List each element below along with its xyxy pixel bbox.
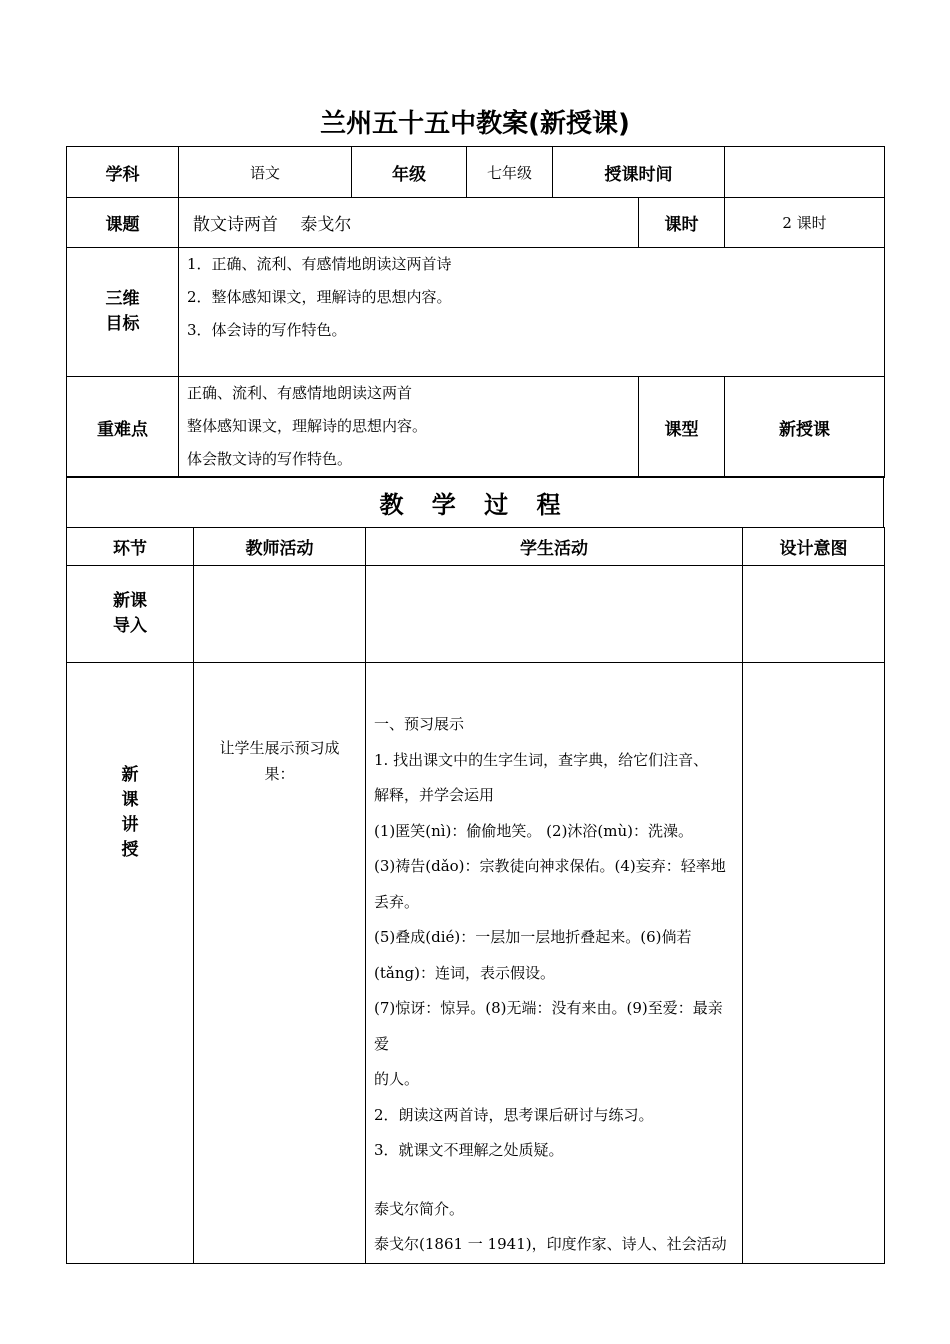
goal-item: 1．正确、流利、有感情地朗读这两首诗 (187, 255, 452, 273)
lecture-char: 新 (121, 765, 139, 785)
student-line: 泰戈尔(1861 一 1941)，印度作家、诗人、社会活动 (374, 1235, 727, 1253)
intro-teacher-cell (194, 566, 366, 663)
key-point-item: 整体感知课文，理解诗的思想内容。 (187, 417, 428, 435)
hours-value: 2 课时 (725, 198, 885, 248)
topic-value: 散文诗两首 泰戈尔 (179, 198, 639, 248)
type-label: 课型 (639, 377, 725, 478)
lecture-student-activity (366, 663, 743, 1264)
goals-label-line: 三维 (105, 289, 140, 309)
student-line: 解释，并学会运用 (374, 786, 495, 804)
student-line (374, 1169, 736, 1192)
page-title: 兰州五十五中教案(新授课) (320, 109, 630, 139)
lecture-design-cell (743, 663, 885, 1264)
lecture-stage-label (67, 663, 194, 1264)
goals-label (67, 248, 179, 377)
process-title: 教 学 过 程 (67, 477, 884, 528)
intro-design-cell (743, 566, 885, 663)
student-line: (1)匿笑(nì)：偷偷地笑。 (2)沐浴(mù)：洗澡。 (374, 821, 694, 840)
lesson-info-table (66, 146, 885, 478)
subject-value: 语文 (179, 147, 352, 198)
student-line: 泰戈尔简介。 (374, 1199, 465, 1218)
goals-label-line: 目标 (105, 314, 140, 334)
topic-label: 课题 (67, 198, 179, 248)
student-line: 3．就课文不理解之处质疑。 (374, 1141, 564, 1159)
grade-label: 年级 (352, 147, 467, 198)
intro-label-line: 导入 (113, 616, 147, 636)
goals-content (179, 248, 885, 377)
lecture-teacher-activity: 让学生展示预习成果： (194, 663, 366, 1264)
key-point-item: 体会散文诗的写作特色。 (187, 450, 353, 468)
key-points-label: 重难点 (67, 377, 179, 478)
header-stage: 环节 (67, 528, 194, 566)
student-line: 1. 找出课文中的生字生词，查字典，给它们注音、 (374, 750, 709, 769)
process-title-table (66, 476, 884, 528)
student-line: 2．朗读这两首诗，思考课后研讨与练习。 (374, 1105, 654, 1124)
student-line: (7)惊讶：惊异。(8)无端：没有来由。(9)至爱：最亲爱 (374, 999, 723, 1053)
subject-label: 学科 (67, 147, 179, 198)
hours-label: 课时 (639, 198, 725, 248)
student-line: 的人。 (374, 1070, 420, 1088)
lecture-char: 课 (121, 790, 139, 810)
student-line: (5)叠成(dié)：一层加一层地折叠起来。(6)倘若 (374, 928, 692, 946)
time-value (725, 147, 885, 198)
goal-item: 3．体会诗的写作特色。 (187, 321, 347, 339)
header-design: 设计意图 (743, 528, 885, 566)
grade-value: 七年级 (467, 147, 553, 198)
process-table (66, 527, 885, 1264)
key-points-content (179, 377, 639, 478)
intro-stage-label (67, 566, 194, 663)
header-student: 学生活动 (366, 528, 743, 566)
student-line: 丢弃。 (374, 892, 420, 911)
student-line: (3)祷告(dǎo)：宗教徒向神求保佑。(4)妄弃：轻率地 (374, 857, 726, 875)
lecture-char: 讲 (121, 815, 139, 835)
type-value: 新授课 (725, 377, 885, 478)
intro-student-cell (366, 566, 743, 663)
key-point-item: 正确、流利、有感情地朗读这两首 (187, 384, 413, 402)
student-line: (tǎng)：连词，表示假设。 (374, 963, 555, 982)
header-teacher: 教师活动 (194, 528, 366, 566)
goal-item: 2．整体感知课文，理解诗的思想内容。 (187, 288, 452, 306)
time-label: 授课时间 (553, 147, 725, 198)
student-line: 一、预习展示 (374, 715, 465, 733)
lecture-char: 授 (121, 840, 139, 860)
intro-label-line: 新课 (113, 591, 147, 611)
